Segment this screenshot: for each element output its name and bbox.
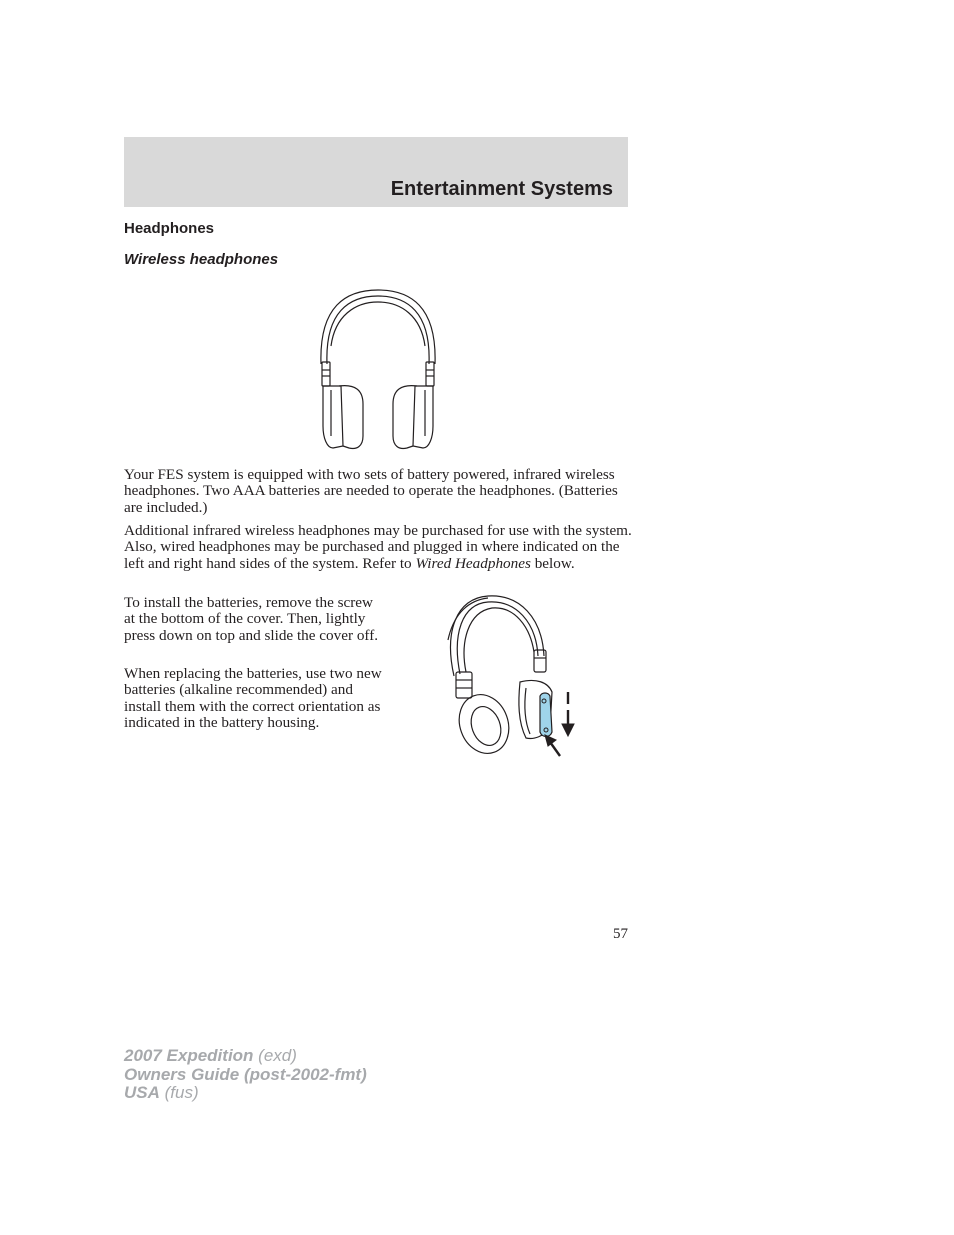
footer-line-3 [124, 1084, 367, 1103]
headphones-battery-cover-illustration [440, 592, 582, 760]
footer-guide-title: Owners Guide (post-2002-fmt) [124, 1064, 367, 1084]
page-number: 57 [613, 926, 628, 942]
footer-market-code: (fus) [159, 1083, 199, 1102]
paragraph-additional-headphones-text: Additional infrared wireless headphones may be purchased for use with the system. Also, wired headphones may be purchased and plugged in where indicated on the left and right hand sides of the system. Refer to [124, 522, 632, 572]
paragraph-replace-batteries: When replacing the batteries, use two new batteries (alkaline recommended) and install them with the correct orientation as indicated in the battery housing. [124, 665, 382, 732]
wired-headphones-reference: Wired Headphones [415, 554, 531, 572]
paragraph-fes-headphones: Your FES system is equipped with two sets of battery powered, infrared wireless headphones. Two AAA batteries are needed to operate the headphones. (Batteries are included.) [124, 466, 618, 516]
heading-headphones: Headphones [124, 220, 215, 237]
headphones-front-illustration [311, 286, 445, 454]
footer-line-1 [124, 1047, 367, 1066]
footer-line-2 [124, 1066, 367, 1085]
footer-model: 2007 Expedition [124, 1046, 254, 1065]
section-title: Entertainment Systems [390, 178, 613, 200]
paragraph-install-batteries: To install the batteries, remove the screw at the bottom of the cover. Then, lightly press down on top and slide the cover off. [124, 594, 379, 644]
subheading-wireless-headphones: Wireless headphones [124, 251, 279, 268]
paragraph-additional-headphones [124, 523, 634, 572]
document-footer [124, 1047, 367, 1103]
paragraph-additional-headphones-tail: below. [530, 554, 575, 572]
footer-market: USA [124, 1083, 160, 1102]
section-header-band [124, 137, 628, 207]
footer-model-code: (exd) [253, 1046, 297, 1065]
